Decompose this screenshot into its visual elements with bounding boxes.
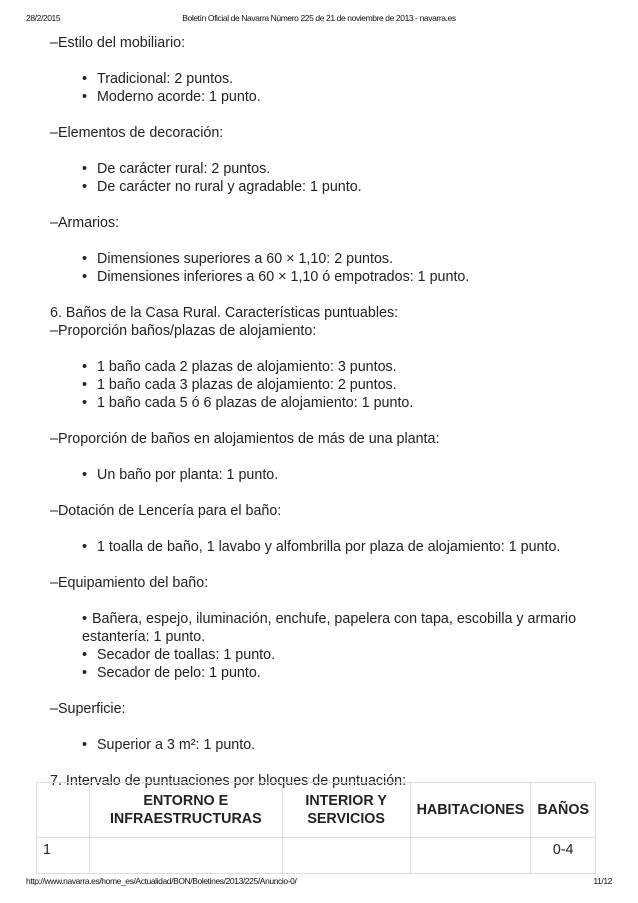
column-header: ENTORNO E INFRAESTRUCTURAS (89, 783, 282, 838)
page-number: 11/12 (593, 876, 612, 886)
subheading: –Elementos de decoración: (50, 125, 224, 141)
bullet-list (50, 466, 610, 484)
bullet-list (50, 538, 610, 556)
subheading: –Superficie: (50, 701, 126, 717)
bullet-list (50, 610, 610, 682)
bullet-list (50, 160, 610, 196)
column-header: INTERIOR Y SERVICIOS (282, 783, 410, 838)
document-title: Boletín Oficial de Navarra Número 225 de 21 de noviembre de 2013 - navarra.es (182, 13, 456, 23)
list-item: • 1 baño cada 3 plazas de alojamiento: 2 puntos. (82, 376, 610, 394)
subheading: –Estilo del mobiliario: (50, 35, 186, 51)
bullet-list (50, 70, 610, 106)
bullet-list (50, 736, 610, 754)
section-heading: 6. Baños de la Casa Rural. Características puntuables: (50, 305, 399, 321)
list-item: • Secador de pelo: 1 punto. (82, 664, 610, 682)
score-table (36, 782, 596, 874)
document-body (50, 34, 610, 790)
list-item: • Un baño por planta: 1 punto. (82, 466, 610, 484)
print-date: 28/2/2015 (26, 13, 61, 23)
subheading: –Proporción baños/plazas de alojamiento: (50, 323, 317, 339)
list-item: • 1 baño cada 2 plazas de alojamiento: 3 puntos. (82, 358, 610, 376)
column-header (37, 783, 90, 838)
column-header: BAÑOS (531, 783, 596, 838)
list-item: • Moderno acorde: 1 punto. (82, 88, 610, 106)
subheading: –Proporción de baños en alojamientos de más de una planta: (50, 431, 440, 447)
table-cell: 0-4 (531, 838, 596, 874)
table-header-row (37, 783, 596, 838)
table-cell (282, 838, 410, 874)
list-item: • Dimensiones inferiores a 60 × 1,10 ó empotrados: 1 punto. (82, 268, 610, 286)
list-item: • 1 baño cada 5 ó 6 plazas de alojamiento: 1 punto. (82, 394, 610, 412)
list-item: • De carácter no rural y agradable: 1 punto. (82, 178, 610, 196)
table-cell: 1 (37, 838, 90, 874)
list-item: • Tradicional: 2 puntos. (82, 70, 610, 88)
column-header: HABITACIONES (410, 783, 531, 838)
page-footer (26, 876, 612, 888)
bullet-list (50, 250, 610, 286)
table-row (37, 838, 596, 874)
list-item: • Superior a 3 m²: 1 punto. (82, 736, 610, 754)
list-item: • 1 toalla de baño, 1 lavabo y alfombrilla por plaza de alojamiento: 1 punto. (82, 538, 610, 556)
list-item: • De carácter rural: 2 puntos. (82, 160, 610, 178)
subheading: –Armarios: (50, 215, 120, 231)
source-url[interactable]: http://www.navarra.es/home_es/Actualidad/BON/Boletines/2013/225/Anuncio-0/ (26, 876, 297, 886)
list-item: • Bañera, espejo, iluminación, enchufe, papelera con tapa, escobilla y armario estantería: 1 punto. (82, 610, 610, 646)
table-cell (89, 838, 282, 874)
list-item: • Dimensiones superiores a 60 × 1,10: 2 puntos. (82, 250, 610, 268)
section-heading: 7. Intervalo de puntuaciones por bloques de puntuación: (50, 773, 407, 789)
list-item: • Secador de toallas: 1 punto. (82, 646, 610, 664)
table-cell (410, 838, 531, 874)
bullet-list (50, 358, 610, 412)
page-header (26, 13, 612, 25)
subheading: –Dotación de Lencería para el baño: (50, 503, 282, 519)
subheading: –Equipamiento del baño: (50, 575, 209, 591)
